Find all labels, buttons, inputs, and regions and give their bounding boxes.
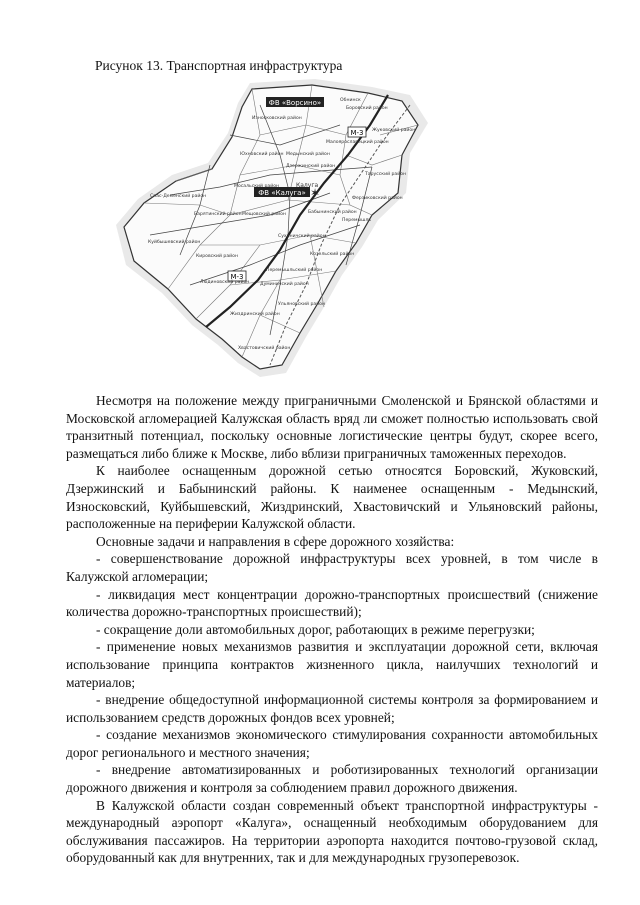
list-item-info-system: - внедрение общедоступной информационной системы контроля за формированием и использованием средств дорожных фондов всех уровней; — [66, 692, 598, 725]
label-ferzikovsky: Ферзиковский район — [352, 196, 403, 201]
m3-bottom-label: М-3 — [230, 273, 244, 281]
airport-star-icon: ✶ — [310, 186, 321, 200]
label-baryatinsky: Барятинский район — [194, 212, 242, 217]
region-map-svg — [110, 75, 530, 380]
label-mosalsky: Мосальский район — [234, 184, 280, 189]
label-ulyanovsky: Ульяновский район — [278, 302, 325, 307]
paragraph-tasks-heading: Основные задачи и направления в сфере дорожного хозяйства: — [96, 533, 455, 549]
label-duminichsky: Думиничский район — [260, 282, 309, 287]
m3-top-label: М-3 — [350, 129, 364, 137]
label-dzerzhinsky: Дзержинский район — [286, 164, 336, 169]
paragraph-transit: Несмотря на положение между приграничными Смоленской и Брянской областями и Московской агломерацией Калужская область вряд ли сможет полностью использовать свой транзитный потенциал, поскольку основные логистические центры будут, скорее всего, размещаться либо ближе к Москве, либо вблизи приграничных таможенных переходов. — [66, 393, 598, 461]
paragraph-road-network: К наиболее оснащенным дорожной сетью относятся Боровский, Жуковский, Дзержинский и Бабынинский районы. К наименее оснащенным - Медынский, Износковский, Куйбышевский, Жиздринский, Хвастовичский и Ульяновский районы, расположенные на периферии Калужской области. — [66, 463, 598, 532]
label-spas-demensky: Спас-Деменский район — [150, 194, 207, 199]
label-kozelsky: Козельский район — [310, 252, 355, 257]
paragraph-airport: В Калужской области создан современный объект транспортной инфраструктуры - международный аэропорт «Калуга», оснащенный необходимым оборудованием для обслуживания пассажиров. На территории аэропорта находится почтово-грузовой склад, оборудованный как для внутренних, так и для международных грузоперевозок. — [66, 797, 598, 866]
figure-caption: Рисунок 13. Транспортная инфраструктура — [95, 58, 343, 73]
list-item-incentives: - создание механизмов экономического стимулирования сохранности автомобильных дорог регионального и местного значения; — [66, 727, 598, 760]
label-obninsk: Обнинск — [340, 98, 361, 103]
list-item-new-mechanisms: - применение новых механизмов развития и эксплуатации дорожной сети, включая использование принципа контрактов жизненного цикла, наилучших технологий и материалов; — [66, 639, 598, 690]
label-kuibyshevsky: Куйбышевский район — [148, 240, 201, 245]
label-maloyaroslavetsky: Малоярославецкий район — [326, 140, 389, 145]
label-babyninsky: Бабынинский район — [308, 210, 357, 215]
label-borovsky: Боровский район — [346, 106, 388, 111]
list-item-accidents: - ликвидация мест концентрации дорожно-транспортных происшествий (снижение количества дорожно-транспортных происшествий); — [66, 586, 598, 620]
label-meshchovsky: Мещовский район — [242, 212, 286, 217]
fv-kaluga-label: ФВ «Калуга» — [258, 189, 306, 197]
list-item-automation: - внедрение автоматизированных и роботизированных технологий организации дорожного движения и контроля за соблюдением правил дорожного движения. — [66, 762, 598, 796]
label-khvastovichsky: Хвастовичский район — [238, 346, 291, 351]
label-kirovsky: Кировский район — [196, 254, 238, 259]
label-sukhinichsky: Сухиничский район — [278, 234, 326, 239]
list-item-infrastructure: - совершенствование дорожной инфраструктуры всех уровней, в том числе в Калужской агломерации; — [66, 551, 598, 584]
document-body — [66, 392, 598, 867]
fv-vorsino-label: ФВ «Ворсино» — [268, 99, 322, 107]
label-medynsky: Медынский район — [286, 152, 330, 157]
label-lyudinovsky: Людиновский район — [200, 280, 250, 285]
label-peremyshlsky: Перемышльский район — [266, 268, 323, 273]
label-kaluga: Калуга — [296, 182, 319, 189]
label-przemyshl: Перемышль — [342, 218, 371, 223]
label-yukhnovsky: Юхновский район — [240, 152, 284, 157]
label-zhizdrinsky: Жиздринский район — [230, 312, 280, 317]
label-iznoskovsky: Износковский район — [252, 116, 302, 121]
list-item-overload: - сокращение доли автомобильных дорог, работающих в режиме перегрузки; — [96, 621, 535, 637]
transport-map — [110, 75, 530, 380]
label-tarussky: Тарусский район — [365, 172, 407, 177]
label-zhukovsky: Жуковский район — [372, 128, 416, 133]
